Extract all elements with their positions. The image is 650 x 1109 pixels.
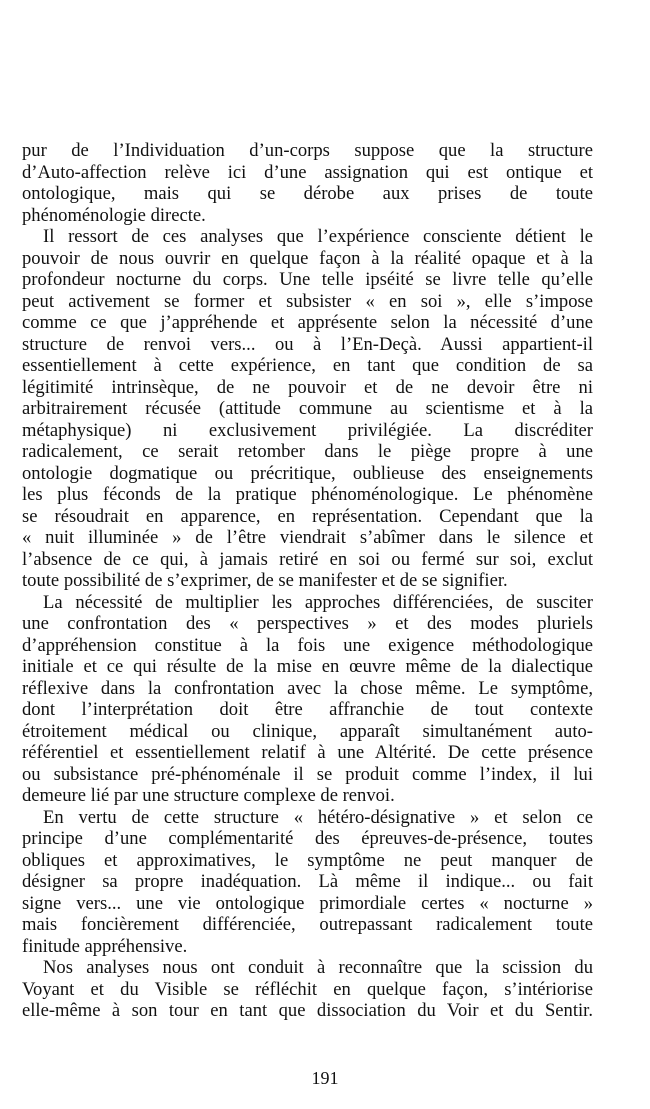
text-line: légitimité intrinsèque, de ne pouvoir et de ne devoir être ni	[22, 376, 593, 398]
text-line: radicalement, ce serait retomber dans le piège propre à une	[22, 441, 593, 462]
text-line: elle-même à son tour en tant que dissociation du Voir et du Sentir.	[22, 1000, 593, 1021]
body-text	[22, 140, 593, 1022]
text-line: mais foncièrement différenciée, outrepassant radicalement toute	[22, 914, 593, 935]
text-line: référentiel et essentiellement relatif à une Altérité. De cette présence	[22, 742, 593, 763]
text-line: pur de l’Individuation d’un-corps suppose que la structure	[22, 140, 593, 161]
text-line: profondeur nocturne du corps. Une telle ipséité se livre telle qu’elle	[22, 269, 593, 290]
text-line: principe d’une complémentarité des épreuves-de-présence, toutes	[22, 828, 593, 849]
text-line: d’appréhension constitue à la fois une exigence méthodologique	[22, 634, 593, 656]
text-line: ontologique, mais qui se dérobe aux prises de toute	[22, 183, 593, 204]
text-line: Il ressort de ces analyses que l’expérience consciente détient le	[43, 226, 593, 247]
paragraph	[22, 957, 593, 1022]
text-line: dont l’interprétation doit être affranchie de tout contexte	[22, 699, 593, 720]
text-line: essentiellement à cette expérience, en tant que condition de sa	[22, 355, 593, 376]
text-line: La nécessité de multiplier les approches différenciées, de susciter	[43, 591, 593, 613]
text-line: toute possibilité de s’exprimer, de se manifester et de se signifier.	[22, 570, 508, 591]
text-line: phénoménologie directe.	[22, 204, 206, 226]
text-line: obliques et approximatives, le symptôme ne peut manquer de	[22, 849, 593, 871]
text-line: Voyant et du Visible se réfléchit en quelque façon, s’intériorise	[22, 978, 593, 1000]
text-line: désigner sa propre inadéquation. Là même il indique... ou fait	[22, 871, 593, 892]
text-line: une confrontation des « perspectives » et des modes pluriels	[22, 613, 593, 634]
text-line: demeure lié par une structure complexe de renvoi.	[22, 785, 395, 806]
text-line: métaphysique) ni exclusivement privilégiée. La discréditer	[22, 419, 593, 441]
paragraph	[22, 592, 593, 807]
text-line: « nuit illuminée » de l’être viendrait s’abîmer dans le silence et	[22, 527, 593, 548]
text-line: initiale et ce qui résulte de la mise en œuvre même de la dialectique	[22, 656, 593, 677]
text-line: signe vers... une vie ontologique primordiale certes « nocturne »	[22, 892, 593, 914]
text-line: comme ce que j’appréhende et apprésente selon la nécessité d’une	[22, 312, 593, 333]
text-line: arbitrairement récusée (attitude commune au scientisme et à la	[22, 398, 593, 419]
text-line: réflexive dans la confrontation avec la chose même. Le symptôme,	[22, 677, 593, 699]
page-number: 191	[311, 1068, 339, 1088]
text-line: d’Auto-affection relève ici d’une assignation qui est ontique et	[22, 161, 593, 183]
text-line: structure de renvoi vers... ou à l’En-Deçà. Aussi appartient-il	[22, 333, 593, 355]
paragraph	[22, 140, 593, 226]
text-line: Nos analyses nous ont conduit à reconnaître que la scission du	[43, 957, 593, 978]
text-line: peut activement se former et subsister « en soi », elle s’impose	[22, 290, 593, 312]
text-line: finitude appréhensive.	[22, 935, 188, 957]
text-line: En vertu de cette structure « hétéro-désignative » et selon ce	[43, 806, 593, 828]
text-line: pouvoir de nous ouvrir en quelque façon à la réalité opaque et à la	[22, 247, 593, 269]
paragraph	[22, 226, 593, 592]
text-line: étroitement médical ou clinique, apparaît simultanément auto-	[22, 720, 593, 742]
text-line: se résoudrait en apparence, en représentation. Cependant que la	[22, 505, 593, 527]
paragraph	[22, 807, 593, 958]
text-line: l’absence de ce qui, à jamais retiré en soi ou fermé sur soi, exclut	[22, 548, 593, 570]
text-line: ou subsistance pré-phénoménale il se produit comme l’index, il lui	[22, 763, 593, 785]
text-line: ontologie dogmatique ou précritique, oublieuse des enseignements	[22, 462, 593, 484]
text-line: les plus féconds de la pratique phénoménologique. Le phénomène	[22, 484, 593, 505]
